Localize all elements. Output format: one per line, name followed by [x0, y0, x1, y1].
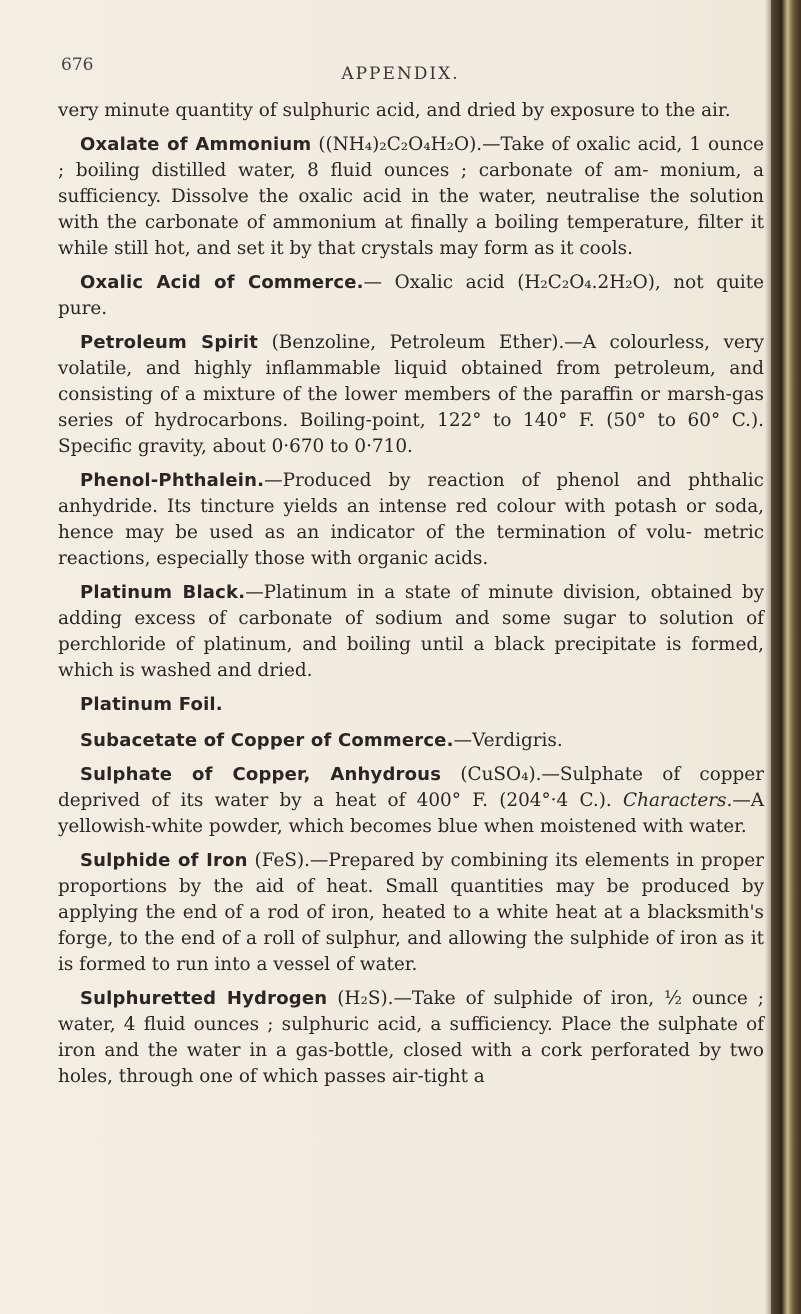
paragraph-text: very minute quantity of sulphuric acid, and dried by exposure to the air. — [58, 100, 731, 121]
page-number: 676 — [61, 55, 94, 75]
entry-heading: Sulphate of Copper, Anhydrous — [80, 764, 442, 785]
entry-oxalic-acid — [58, 270, 764, 322]
entry-platinum-black — [58, 580, 764, 684]
entry-text: (Benzoline, Petroleum Ether).—A colourless, very volatile, and highly inflammable liquid obtained from petroleum, and consisting of a mixture of the lower members of the paraffin or marsh-gas series of hydrocarbons. Boiling-point, 122° to 140° F. (50° to 60° C.). Specific gravity, about 0·670 to 0·710. — [58, 332, 764, 457]
entry-subacetate-of-copper — [58, 728, 764, 754]
entry-text: —Verdigris. — [453, 730, 563, 751]
entry-heading: Sulphuretted Hydrogen — [80, 988, 328, 1009]
entry-heading: Oxalate of Ammonium — [80, 134, 312, 155]
entry-sulphide-of-iron — [58, 848, 764, 978]
entry-platinum-foil — [58, 692, 764, 718]
entry-heading: Platinum Black. — [80, 582, 246, 603]
entry-oxalate-of-ammonium — [58, 132, 764, 262]
entry-text: (CuSO₄).—Sulphate of copper deprived of its water by a heat of 400° F. (204°·4 C.). — [58, 764, 764, 811]
entry-text: (H₂S).—Take of sulphide of iron, ½ ounce ; water, 4 fluid ounces ; sulphuric acid, a sufficiency. Place the sulphate of iron and the water in a gas-bottle, closed with a cork perforated by two holes, through one of which passes air-tight a — [58, 988, 764, 1087]
entry-text: — Oxalic acid (H₂C₂O₄.2H₂O), not quite pure. — [58, 272, 764, 319]
page-body — [58, 98, 764, 1098]
book-edge — [771, 0, 801, 1314]
entry-phenol-phthalein — [58, 468, 764, 572]
entry-sulphate-of-copper — [58, 762, 764, 840]
running-head: APPENDIX. — [341, 64, 460, 84]
paragraph-continuation — [58, 98, 764, 124]
entry-heading: Phenol-Phthalein. — [80, 470, 265, 491]
entry-heading: Oxalic Acid of Commerce. — [80, 272, 364, 293]
entry-heading: Sulphide of Iron — [80, 850, 248, 871]
entry-text: —Produced by reaction of phenol and phthalic anhydride. Its tincture yields an intense red colour with potash or soda, hence may be used as an indicator of the termination of volu- metric reactions, especially those with organic acids. — [58, 470, 764, 569]
entry-heading: Petroleum Spirit — [80, 332, 259, 353]
entry-text-tail: —A yellowish-white powder, which becomes blue when moistened with water. — [58, 790, 764, 837]
entry-petroleum-spirit — [58, 330, 764, 460]
entry-text: —Platinum in a state of minute division, obtained by adding excess of carbonate of sodium and some sugar to solution of perchloride of platinum, and boiling until a black precipitate is formed, which is washed and dried. — [58, 582, 765, 681]
entry-heading: Platinum Foil. — [80, 694, 223, 715]
entry-heading: Subacetate of Copper of Commerce. — [80, 730, 454, 751]
entry-italic-label: Characters. — [623, 790, 733, 811]
entry-sulphuretted-hydrogen — [58, 986, 764, 1090]
entry-text: (FeS).—Prepared by combining its elements in proper proportions by the aid of heat. Small quantities may be produced by applying the end of a rod of iron, heated to a white heat at a blacksmith's forge, to the end of a roll of sulphur, and allowing the sulphide of iron as it is formed to run into a vessel of water. — [58, 850, 764, 975]
entry-text: ((NH₄)₂C₂O₄H₂O).—Take of oxalic acid, 1 ounce ; boiling distilled water, 8 fluid ounces ; carbonate of am- monium, a sufficiency. Dissolve the oxalic acid in the water, neutralise the solution with the carbonate of ammonium at finally a boiling temperature, filter it while still hot, and set it by that crystals may form as it cools. — [58, 134, 764, 259]
